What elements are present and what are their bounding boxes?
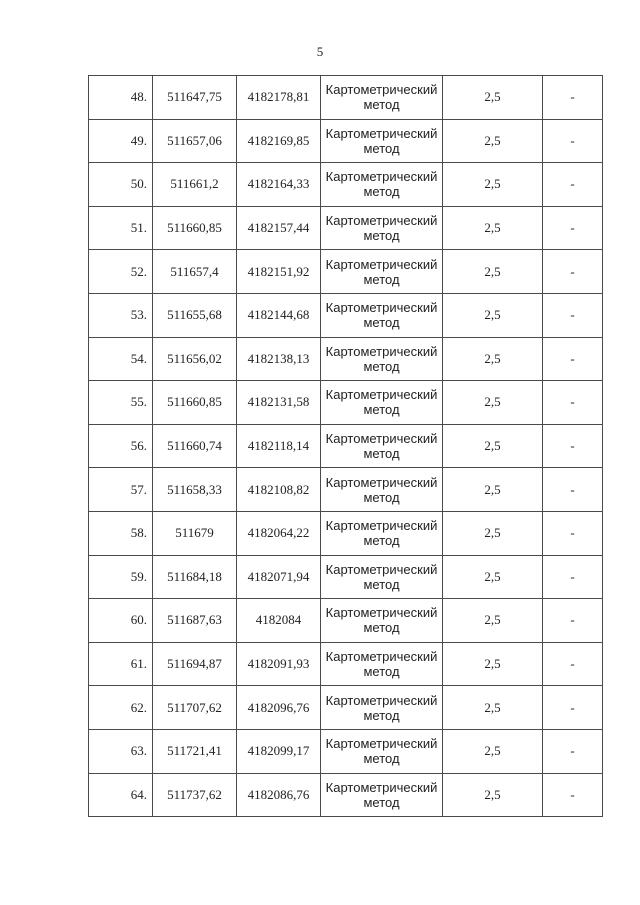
coordinate-x: 511661,2	[153, 163, 237, 207]
method-line-2: метод	[363, 707, 400, 723]
point-number: 58.	[89, 511, 153, 555]
method-cell	[321, 119, 443, 163]
table-row	[89, 293, 603, 337]
method-line-2: метод	[363, 358, 400, 374]
table-row	[89, 642, 603, 686]
coordinate-x: 511721,41	[153, 729, 237, 773]
method-line-1: Картометрический	[325, 561, 438, 577]
description-dash: -	[543, 293, 603, 337]
method-line-1: Картометрический	[325, 649, 438, 665]
coordinates-table-body	[89, 76, 603, 817]
point-number: 57.	[89, 468, 153, 512]
accuracy-value: 2,5	[443, 337, 543, 381]
accuracy-value: 2,5	[443, 686, 543, 730]
coordinate-y: 4182064,22	[237, 511, 321, 555]
point-number: 54.	[89, 337, 153, 381]
description-dash: -	[543, 511, 603, 555]
method-line-2: метод	[363, 794, 400, 810]
table-row	[89, 206, 603, 250]
method-line-1: Картометрический	[325, 779, 438, 795]
accuracy-value: 2,5	[443, 250, 543, 294]
accuracy-value: 2,5	[443, 163, 543, 207]
point-number: 49.	[89, 119, 153, 163]
description-dash: -	[543, 76, 603, 120]
point-number: 56.	[89, 424, 153, 468]
coordinate-y: 4182157,44	[237, 206, 321, 250]
coordinate-y: 4182099,17	[237, 729, 321, 773]
coordinate-y: 4182138,13	[237, 337, 321, 381]
point-number: 55.	[89, 381, 153, 425]
accuracy-value: 2,5	[443, 511, 543, 555]
method-line-2: метод	[363, 751, 400, 767]
table-row	[89, 729, 603, 773]
point-number: 60.	[89, 599, 153, 643]
accuracy-value: 2,5	[443, 293, 543, 337]
method-line-1: Картометрический	[325, 692, 438, 708]
accuracy-value: 2,5	[443, 729, 543, 773]
method-cell	[321, 76, 443, 120]
method-cell	[321, 729, 443, 773]
accuracy-value: 2,5	[443, 599, 543, 643]
accuracy-value: 2,5	[443, 119, 543, 163]
coordinate-x: 511655,68	[153, 293, 237, 337]
method-line-2: метод	[363, 533, 400, 549]
description-dash: -	[543, 686, 603, 730]
accuracy-value: 2,5	[443, 76, 543, 120]
coordinate-x: 511660,85	[153, 206, 237, 250]
coordinate-y: 4182151,92	[237, 250, 321, 294]
accuracy-value: 2,5	[443, 555, 543, 599]
table-row	[89, 337, 603, 381]
description-dash: -	[543, 729, 603, 773]
table-row	[89, 599, 603, 643]
coordinate-y: 4182144,68	[237, 293, 321, 337]
accuracy-value: 2,5	[443, 206, 543, 250]
table-row	[89, 163, 603, 207]
method-cell	[321, 599, 443, 643]
method-line-1: Картометрический	[325, 213, 438, 229]
description-dash: -	[543, 773, 603, 817]
accuracy-value: 2,5	[443, 773, 543, 817]
coordinate-x: 511660,85	[153, 381, 237, 425]
method-line-1: Картометрический	[325, 605, 438, 621]
accuracy-value: 2,5	[443, 642, 543, 686]
method-line-1: Картометрический	[325, 300, 438, 316]
coordinate-y: 4182084	[237, 599, 321, 643]
method-line-1: Картометрический	[325, 387, 438, 403]
table-row	[89, 468, 603, 512]
table-row	[89, 381, 603, 425]
method-line-1: Картометрический	[325, 431, 438, 447]
coordinate-x: 511647,75	[153, 76, 237, 120]
method-cell	[321, 337, 443, 381]
method-line-2: метод	[363, 620, 400, 636]
table-row	[89, 686, 603, 730]
point-number: 48.	[89, 76, 153, 120]
table-row	[89, 511, 603, 555]
method-line-1: Картометрический	[325, 518, 438, 534]
point-number: 62.	[89, 686, 153, 730]
method-line-2: метод	[363, 664, 400, 680]
method-line-2: метод	[363, 402, 400, 418]
method-line-2: метод	[363, 576, 400, 592]
page-number: 5	[316, 44, 324, 59]
coordinate-y: 4182108,82	[237, 468, 321, 512]
method-line-2: метод	[363, 228, 400, 244]
method-cell	[321, 773, 443, 817]
method-line-1: Картометрический	[325, 82, 438, 98]
coordinate-x: 511707,62	[153, 686, 237, 730]
method-line-1: Картометрический	[325, 736, 438, 752]
description-dash: -	[543, 599, 603, 643]
description-dash: -	[543, 206, 603, 250]
method-cell	[321, 686, 443, 730]
point-number: 52.	[89, 250, 153, 294]
method-cell	[321, 381, 443, 425]
table-row	[89, 250, 603, 294]
coordinate-x: 511658,33	[153, 468, 237, 512]
coordinate-y: 4182178,81	[237, 76, 321, 120]
point-number: 61.	[89, 642, 153, 686]
method-cell	[321, 511, 443, 555]
coordinate-x: 511660,74	[153, 424, 237, 468]
coordinate-y: 4182169,85	[237, 119, 321, 163]
coordinate-y: 4182164,33	[237, 163, 321, 207]
coordinate-y: 4182096,76	[237, 686, 321, 730]
accuracy-value: 2,5	[443, 381, 543, 425]
method-cell	[321, 206, 443, 250]
method-line-2: метод	[363, 271, 400, 287]
description-dash: -	[543, 163, 603, 207]
method-line-2: метод	[363, 97, 400, 113]
method-line-1: Картометрический	[325, 256, 438, 272]
method-line-1: Картометрический	[325, 125, 438, 141]
method-cell	[321, 163, 443, 207]
coordinate-x: 511679	[153, 511, 237, 555]
point-number: 63.	[89, 729, 153, 773]
table-row	[89, 76, 603, 120]
table-row	[89, 555, 603, 599]
accuracy-value: 2,5	[443, 468, 543, 512]
method-line-2: метод	[363, 140, 400, 156]
table-row	[89, 773, 603, 817]
method-cell	[321, 642, 443, 686]
description-dash: -	[543, 642, 603, 686]
coordinate-y: 4182091,93	[237, 642, 321, 686]
point-number: 59.	[89, 555, 153, 599]
coordinate-x: 511737,62	[153, 773, 237, 817]
method-line-1: Картометрический	[325, 343, 438, 359]
method-cell	[321, 555, 443, 599]
method-line-2: метод	[363, 446, 400, 462]
point-number: 53.	[89, 293, 153, 337]
point-number: 50.	[89, 163, 153, 207]
description-dash: -	[543, 250, 603, 294]
coordinate-x: 511694,87	[153, 642, 237, 686]
description-dash: -	[543, 119, 603, 163]
coordinate-x: 511656,02	[153, 337, 237, 381]
description-dash: -	[543, 468, 603, 512]
point-number: 51.	[89, 206, 153, 250]
coordinate-y: 4182071,94	[237, 555, 321, 599]
coordinates-table	[88, 75, 603, 817]
method-line-1: Картометрический	[325, 169, 438, 185]
method-cell	[321, 293, 443, 337]
description-dash: -	[543, 337, 603, 381]
method-line-2: метод	[363, 489, 400, 505]
table-row	[89, 119, 603, 163]
description-dash: -	[543, 555, 603, 599]
coordinate-y: 4182118,14	[237, 424, 321, 468]
method-cell	[321, 250, 443, 294]
method-line-2: метод	[363, 315, 400, 331]
coordinate-x: 511657,06	[153, 119, 237, 163]
table-row	[89, 424, 603, 468]
coordinate-x: 511657,4	[153, 250, 237, 294]
description-dash: -	[543, 381, 603, 425]
coordinate-y: 4182131,58	[237, 381, 321, 425]
method-line-1: Картометрический	[325, 474, 438, 490]
method-cell	[321, 468, 443, 512]
method-cell	[321, 424, 443, 468]
method-line-2: метод	[363, 184, 400, 200]
point-number: 64.	[89, 773, 153, 817]
coordinate-x: 511687,63	[153, 599, 237, 643]
coordinate-y: 4182086,76	[237, 773, 321, 817]
description-dash: -	[543, 424, 603, 468]
accuracy-value: 2,5	[443, 424, 543, 468]
coordinate-x: 511684,18	[153, 555, 237, 599]
